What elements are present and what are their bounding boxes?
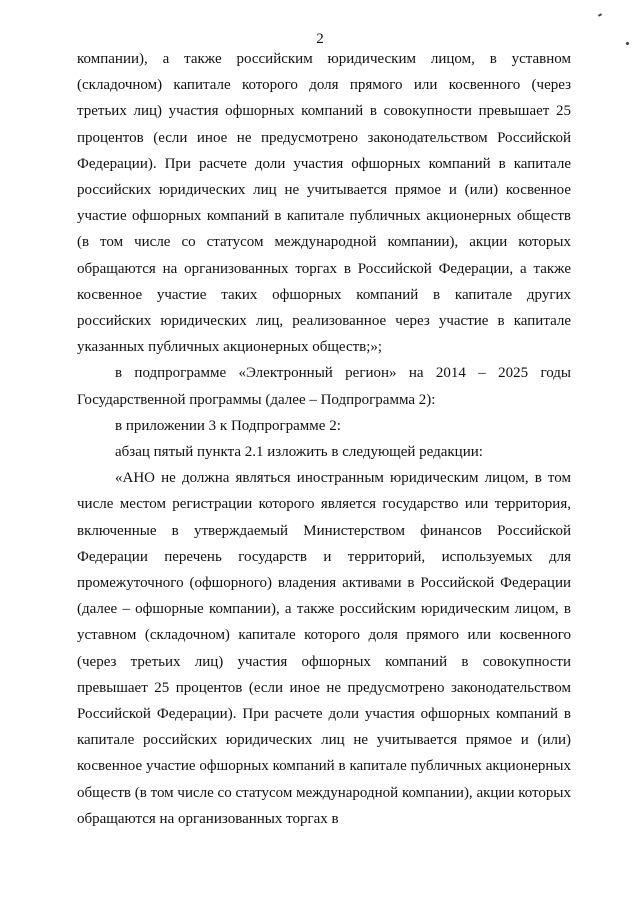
paragraph-continuation: компании), а также российским юридическим лицом, в уставном (складочном) капитале которого доля прямого или косвенного (через третьих лиц) участия офшорных компаний в совокупности превышает 25 процентов (если иное не предусмотрено законодательством Российской Федерации). При расчете доли участия офшорных компаний в капитале российских юридических лиц не учитывается прямое и (или) косвенное участие офшорных компаний в капитале публичных акционерных обществ (в том числе со статусом международной компании), акции которых обращаются на организованных торгах в Российской Федерации, а также косвенное участие таких офшорных компаний в капитале других российских юридических лиц, реализованное через участие в капитале указанных публичных акционерных обществ;»;	[77, 51, 571, 356]
paragraph-quoted-text: «АНО не должна являться иностранным юридическим лицом, в том числе местом регистрации которого является государство или территория, включенные в утверждаемый Министерством финансов Российской Федерации перечень государств и территорий, используемых для промежуточного (офшорного) владения активами в Российской Федерации (далее – офшорные компании), а также российским юридическим лицом, в уставном (складочном) капитале которого доля прямого или косвенного (через третьих лиц) участия офшорных компаний в совокупности превышает 25 процентов (если иное не предусмотрено законодательством Российской Федерации). При расчете доли участия офшорных компаний в капитале российских юридических лиц не учитывается прямое и (или) косвенное участие офшорных компаний в капитале публичных акционерных обществ (в том числе со статусом международной компании), акции которых обращаются на организованных торгах в	[77, 470, 571, 827]
document-body	[77, 46, 571, 832]
page-number: 2	[316, 31, 324, 47]
scan-speck	[598, 13, 602, 17]
paragraph-appendix: в приложении 3 к Подпрограмме 2:	[115, 417, 341, 434]
paragraph-amendment-instruction: абзац пятый пункта 2.1 изложить в следующей редакции:	[115, 444, 483, 461]
paragraph-subprogram: в подпрограмме «Электронный регион» на 2014 – 2025 годы Государственной программы (далее – Подпрограмма 2):	[77, 365, 571, 408]
